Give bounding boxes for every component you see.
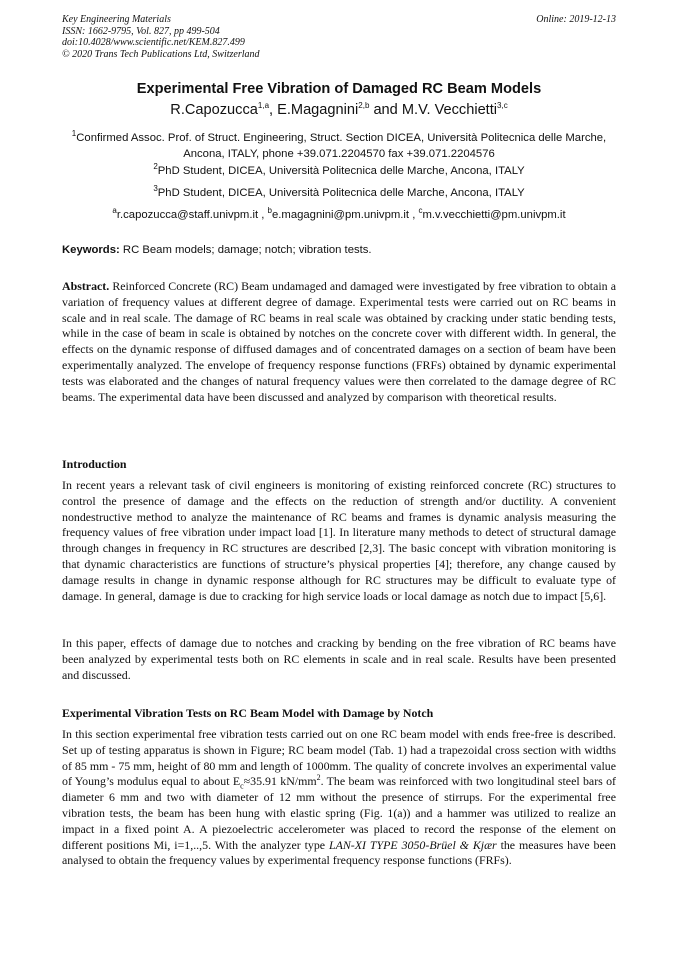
paragraph-text: . The beam was reinforced with two longitudinal steel bars of diameter 6 mm and two with diameter of 12 mm without the presence of stirrups. For the experimental free vibration tests, the beam has been hung with elastic spring (Fig. 1(a)) and a hammer was utilized to realize an impact in a fixed point A. A piezoelectric accelerometer was placed to record the response of the element on different positions Mi, i=1,..,5. With the analyzer type xyxy=(62,774,616,852)
subscript: c xyxy=(240,781,244,791)
author-sup: 3,c xyxy=(497,101,508,111)
email-link[interactable]: m.v.vecchietti@pm.univpm.it xyxy=(422,209,566,221)
abstract-text: Reinforced Concrete (RC) Beam undamaged and damaged were investigated by free vibration to obtain a variation of frequency values at different degree of damage. Experimental tests were carried out on RC beams in scale and in real scale. The damage of RC beams in real scale was obtained by cracking under static bending tests, while in the case of beam in scale is obtained by notches on the concrete cover with different width. In general, the effects on the dynamic response of diffused damages and of concentrated damages on a section of beam have been experimentally analyzed. The envelope of frequency response functions (FRFs) obtained by dynamic experimental tests was elaborated and the changes of natural frequency values were then correlated to the damage degree of RC beams. The experimental data have been discussed and analyzed by comparison with theoretical results. xyxy=(62,279,616,404)
experimental-paragraph-1 xyxy=(62,727,616,869)
paper-title: Experimental Free Vibration of Damaged RC Beam Models xyxy=(136,81,542,97)
affiliation-text: PhD Student, DICEA, Università Politecnica delle Marche, Ancona, ITALY xyxy=(157,165,525,177)
author-separator: , xyxy=(269,102,278,118)
keywords-text: RC Beam models; damage; notch; vibration tests. xyxy=(119,244,372,256)
email-separator: , xyxy=(409,209,419,221)
author-name: E.Magagnini xyxy=(277,102,359,118)
paragraph-text: the measures have been analysed to obtain the frequency values by experimental frequency response functions (FRFs). xyxy=(62,837,616,868)
affiliation-3 xyxy=(62,186,616,202)
email-link[interactable]: e.magagnini@pm.univpm.it xyxy=(272,209,410,221)
doi-line: doi:10.4028/www.scientific.net/KEM.827.499 xyxy=(62,37,245,48)
email-link[interactable]: r.capozucca@staff.univpm.it xyxy=(116,209,259,221)
author-separator: and xyxy=(369,102,402,118)
superscript: 2 xyxy=(316,773,321,783)
affiliation-sup: 3 xyxy=(153,184,158,194)
email-sup: a xyxy=(112,206,117,216)
author-sup: 2,b xyxy=(358,101,370,111)
section-heading-introduction: Introduction xyxy=(62,457,127,471)
paragraph-text: ≈35.91 kN/mm xyxy=(243,774,317,789)
analyzer-name: LAN-XI TYPE 3050-Brüel & Kjær xyxy=(329,837,497,852)
introduction-paragraph-1: In recent years a relevant task of civil engineers is monitoring of existing reinforced concrete (RC) structures to control the presence of damage and the effects on the reduction of strength and/or ductility. A convenient nondestructive method to analyze the maintenance of RC beams and frames is dynamic analysis measuring the frequency values of free vibration under impact load [1]. In literature many methods to detect of structural damage through changes in frequency in RC structures are described [2,3]. The basic concept with vibration monitoring is that dynamic characteristics are functions of structure’s physical properties [4]; therefore, any change caused by damage results in change in dynamic response although for RC structures may be difficult to evaluate type of damage. In general, damage is due to cracking for high service loads or local damage as notch due to impact [5,6]. xyxy=(62,478,616,603)
affiliation-1 xyxy=(62,131,616,162)
author-sup: 1,a xyxy=(257,101,270,111)
copyright-line: © 2020 Trans Tech Publications Ltd, Switzerland xyxy=(62,48,260,60)
abstract-label: Abstract. xyxy=(62,279,110,293)
affiliation-text: Confirmed Assoc. Prof. of Struct. Engineering, Struct. Section DICEA, Università Politecnica delle Marche, Ancona, ITALY, phone +39.071.2204570 fax +39.071.2204576 xyxy=(76,132,607,160)
online-date: Online: 2019-12-13 xyxy=(536,14,616,25)
journal-name: Key Engineering Materials xyxy=(62,14,171,25)
email-separator: , xyxy=(258,209,268,221)
affiliation-sup: 1 xyxy=(71,129,77,139)
keywords xyxy=(62,244,616,256)
email-sup: c xyxy=(418,206,423,216)
introduction-paragraph-2: In this paper, effects of damage due to notches and cracking by bending on the free vibration of RC beams have been analyzed by experimental tests both on RC elements in scale and in real scale. Results have been presented and discussed. xyxy=(62,636,616,682)
journal-header xyxy=(62,14,616,60)
author-name: R.Capozucca xyxy=(170,102,258,118)
affiliation-sup: 2 xyxy=(153,162,158,172)
email-sup: b xyxy=(267,206,272,216)
paragraph-text: In this section experimental free vibration tests carried out on one RC beam model with ends free-free is described. Set up of testing apparatus is shown in Figure; RC beam model (Tab. 1) had a trapezoidal cross section with widths of 85 mm - 75 mm, height of 80 mm and length of 1000mm. The quality of concrete involves an experimental value of Young’s modulus equal to about E xyxy=(62,727,616,789)
author-list xyxy=(62,102,616,118)
issn-line: ISSN: 1662-9795, Vol. 827, pp 499-504 xyxy=(62,25,220,37)
author-name: M.V. Vecchietti xyxy=(401,102,498,118)
keywords-label: Keywords: xyxy=(62,244,120,256)
section-heading-experimental: Experimental Vibration Tests on RC Beam Model with Damage by Notch xyxy=(62,706,434,720)
affiliation-2 xyxy=(62,164,616,180)
affiliation-text: PhD Student, DICEA, Università Politecnica delle Marche, Ancona, ITALY xyxy=(157,187,525,199)
author-emails xyxy=(62,208,616,224)
abstract xyxy=(62,279,616,405)
